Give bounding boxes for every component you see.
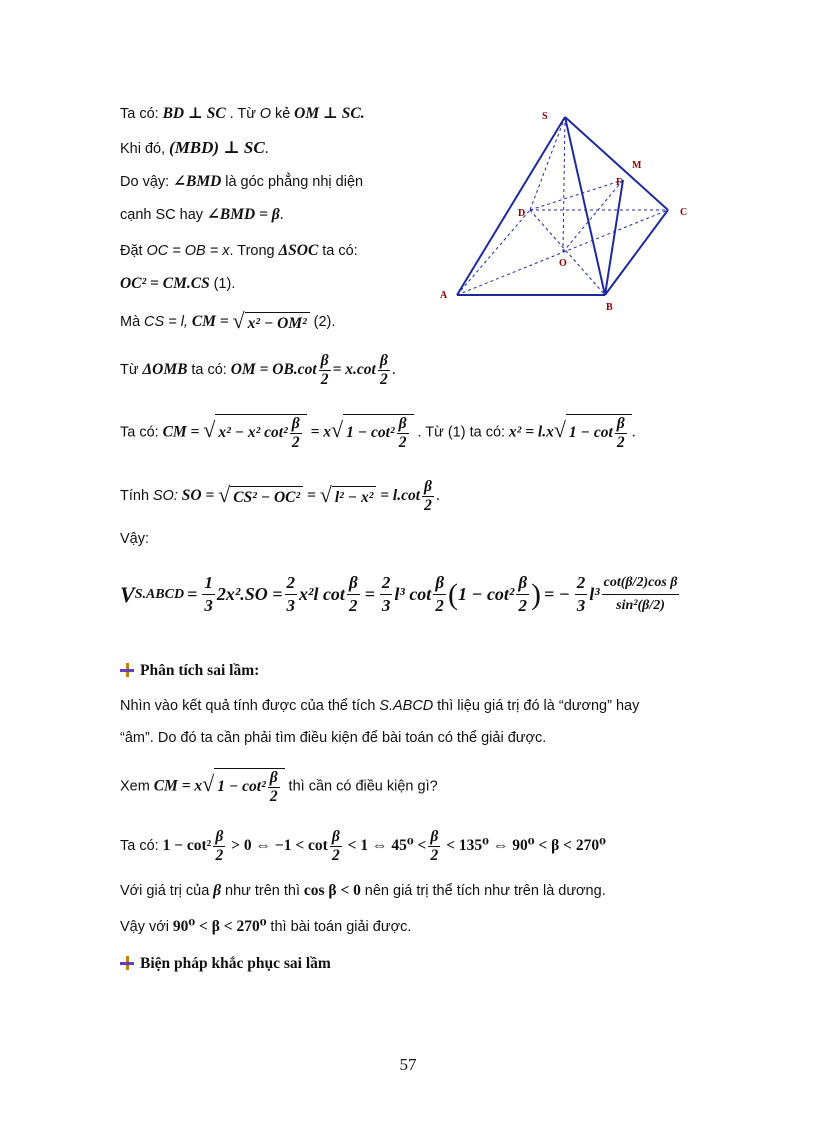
text-line-11: Vậy:	[120, 531, 150, 547]
text-line-1: Ta có: BD ⊥ SC . Từ O kẻ OM ⊥ SC.	[120, 105, 365, 122]
label-D: D	[518, 208, 526, 219]
text-line-3: Do vậy: ∠BMD là góc phẳng nhị diện	[120, 173, 364, 190]
paragraph-line-1: Nhìn vào kết quả tính được của thể tích S.ABCD thì liệu giá trị đó là “dương” hay	[120, 698, 640, 714]
edge-SO	[563, 117, 565, 252]
edge-SB	[565, 117, 605, 295]
text-line-value: Với giá trị của β như trên thì cos β < 0 nên giá trị thể tích như trên là dương.	[120, 882, 606, 899]
label-B: B	[606, 302, 613, 313]
edge-AD	[457, 210, 530, 295]
label-M: M	[632, 160, 642, 171]
label-A: A	[440, 290, 448, 301]
page-number: 57	[399, 1055, 417, 1074]
text-line-4: cạnh SC hay ∠BMD = β.	[120, 206, 284, 223]
bullet-icon	[120, 663, 134, 677]
text-line-2: Khi đó, (MBD) ⊥ SC.	[120, 138, 269, 157]
edge-DM	[530, 180, 623, 210]
label-C: C	[680, 207, 688, 218]
text-line-10: Tính SO: SO = √ CS² − OC² = √ l² − x² = l.cot $\frac{\beta}{2}$ .	[120, 478, 440, 514]
text-line-5: Đặt OC = OB = x. Trong ΔSOC ta có:	[120, 242, 358, 259]
label-F: F	[616, 177, 623, 188]
volume-formula: V S.ABCD = $\frac{1}{3}$ 2x².SO = $\frac{2}{3}$ x²l cot $\frac{\beta}{2}$ = $\frac{2}{3}$ l³ cot $\frac{\beta}{2}$ ( 1 − cot² $\frac{\beta}{2}$ ) = − $\frac{2}{3}$ l³ $\frac{\text{cot(β/2)cos β}}{\text{sin²(β/2)}}$	[120, 573, 678, 615]
text-line-condition: Ta có: 1 − cot² $\frac{\beta}{2}$ > 0 ⇔ −1 < cot $\frac{\beta}{2}$ < 1 ⇔ 45⁰ < $\frac{\beta}{2}$ < 135⁰ ⇔ 90⁰ < β < 270⁰	[120, 828, 606, 864]
text-line-xem: Xem CM = x√ 1 − cot² $\frac{\beta}{2}$ thì cần có điều kiện gì?	[120, 769, 438, 805]
paragraph-line-2: “âm”. Do đó ta cần phải tìm điều kiện để bài toán có thể giải được.	[120, 730, 547, 746]
label-O: O	[559, 258, 567, 269]
text-line-9: Ta có: CM = √ x² − x² cot² $\frac{\beta}{2}$ = x√ 1 − cot² $\frac{\beta}{2}$ . Từ (1) ta có: x² = l.x√ 1 − cot $\frac{\beta}{2}$ .	[120, 415, 636, 451]
label-S: S	[542, 111, 548, 122]
section-heading-remedy: Biện pháp khắc phục sai lầm	[120, 953, 331, 975]
edge-BM	[605, 180, 623, 295]
edge-SD	[530, 117, 565, 210]
text-line-8: Từ ΔOMB ta có: OM = OB.cot $\frac{\beta}{2}$ = x.cot $\frac{\beta}{2}$ .	[120, 352, 396, 388]
text-line-7: Mà CS = l, CM = √ x² − OM² (2).	[120, 308, 336, 333]
edge-DB	[530, 210, 605, 295]
text-line-6: OC² = CM.CS (1).	[120, 275, 236, 292]
section-heading-errors: Phân tích sai lầm:	[120, 660, 259, 682]
edge-SA	[457, 117, 565, 295]
text-line-conclusion: Vậy với 90⁰ < β < 270⁰ thì bài toán giải được.	[120, 918, 412, 935]
bullet-icon	[120, 956, 134, 970]
edge-SC	[565, 117, 668, 210]
pyramid-figure	[430, 100, 700, 320]
